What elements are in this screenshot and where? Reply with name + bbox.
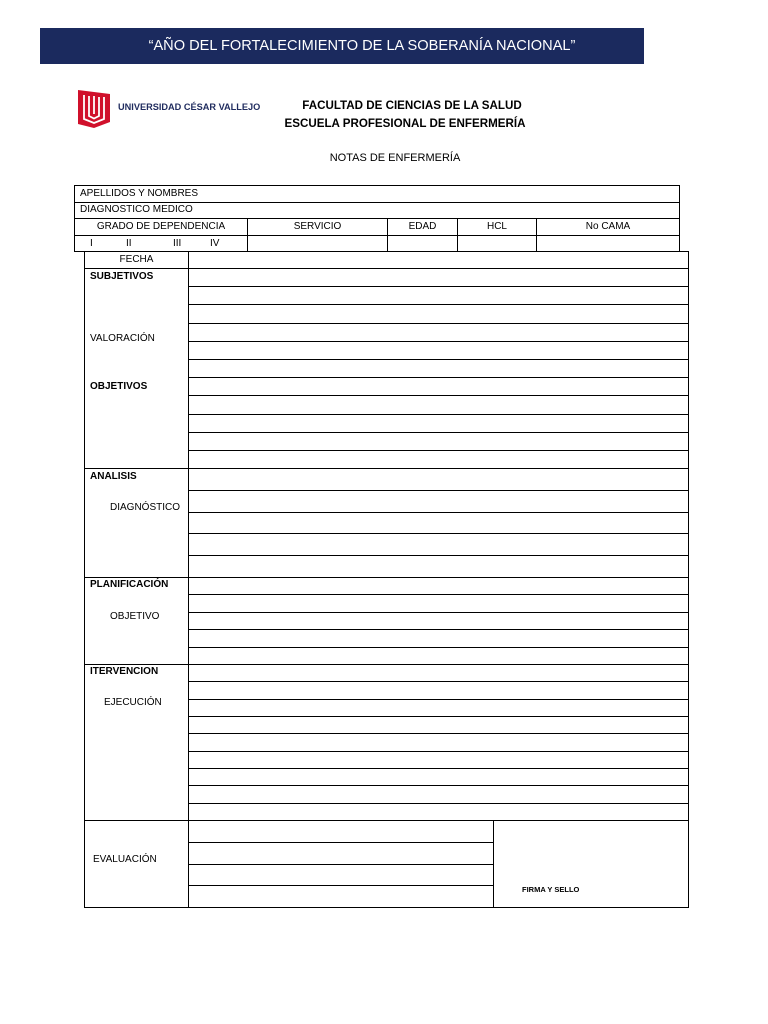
valoracion-entries [189, 269, 688, 468]
valoracion-section [85, 268, 688, 468]
evaluacion-section [85, 820, 688, 907]
diagnostico-entries [189, 469, 688, 577]
service-value-cell [247, 236, 387, 252]
evaluacion-label-cell [85, 821, 189, 907]
entry-line [189, 629, 688, 646]
entry-line [189, 699, 688, 716]
ejecucion-entries [189, 665, 688, 820]
entry-line [189, 323, 688, 341]
patient-name-row [75, 186, 679, 202]
objetivo-label: OBJETIVO [110, 611, 160, 622]
patient-header-row [75, 218, 679, 235]
valoracion-label: VALORACIÓN [90, 333, 155, 344]
age-header: EDAD [387, 219, 457, 235]
entry-line [189, 733, 688, 750]
service-header: SERVICIO [247, 219, 387, 235]
school-heading: ESCUELA PROFESIONAL DE ENFERMERÍA [284, 117, 526, 130]
entry-line [189, 512, 688, 534]
entry-line [189, 612, 688, 629]
subjective-label: SUBJETIVOS [90, 271, 154, 282]
entry-line [189, 647, 688, 664]
patient-info-table [74, 185, 680, 252]
entry-line [189, 716, 688, 733]
entry-line [189, 432, 688, 450]
entry-line [189, 785, 688, 802]
planificacion-label-cell [85, 578, 189, 664]
entry-line [189, 885, 493, 907]
patient-name-cell [75, 186, 679, 202]
entry-line [189, 842, 493, 864]
dependency-level: II [126, 237, 132, 249]
diagnostico-label-cell [85, 469, 189, 577]
entry-line [189, 469, 688, 490]
analysis-label: ANALISIS [90, 471, 137, 482]
patient-values-row [75, 235, 679, 252]
entry-line [189, 395, 688, 413]
planificacion-section [85, 577, 688, 664]
patient-name-label: APELLIDOS Y NOMBRES [80, 187, 199, 199]
diagnosis-row [75, 202, 679, 219]
university-name: UNIVERSIDAD CÉSAR VALLEJO [118, 102, 261, 112]
objective-label: OBJETIVOS [90, 381, 148, 392]
valoracion-label-cell [85, 269, 189, 468]
ejecucion-label: EJECUCIÓN [104, 697, 162, 708]
banner-text: “AÑO DEL FORTALECIMIENTO DE LA SOBERANÍA NACIONAL” [148, 38, 576, 54]
evaluacion-body [189, 821, 688, 907]
diagnostico-label: DIAGNÓSTICO [110, 502, 181, 513]
entry-line [189, 751, 688, 768]
planificacion-entries [189, 578, 688, 664]
date-label: FECHA [119, 254, 154, 265]
entry-line [189, 286, 688, 304]
diagnosis-cell [75, 203, 679, 219]
entry-line [189, 377, 688, 395]
entry-line [189, 555, 688, 577]
ucv-logo-icon [78, 88, 110, 128]
entry-line [189, 533, 688, 555]
dependency-header: GRADO DE DEPENDENCIA [96, 220, 226, 232]
entry-line [189, 665, 688, 681]
entry-line [189, 490, 688, 512]
title-banner [40, 28, 644, 64]
ejecucion-section [85, 664, 688, 820]
faculty-heading: FACULTAD DE CIENCIAS DE LA SALUD [302, 99, 522, 112]
entry-line [189, 578, 688, 594]
ejecucion-label-cell [85, 665, 189, 820]
signature-box [494, 821, 688, 907]
entry-line [189, 450, 688, 468]
entry-line [189, 304, 688, 322]
diagnosis-label: DIAGNOSTICO MEDICO [80, 204, 193, 216]
intervention-label: ITERVENCION [90, 666, 159, 677]
dependency-level: III [173, 237, 182, 249]
planning-label: PLANIFICACIÓN [90, 579, 169, 590]
entry-line [189, 864, 493, 886]
entry-line [189, 768, 688, 785]
entry-line [189, 359, 688, 377]
date-entry [189, 252, 688, 268]
page-title: NOTAS DE ENFERMERÍA [329, 152, 461, 164]
evaluacion-entries [189, 821, 494, 907]
bed-number-value-cell [536, 236, 679, 252]
entry-line [189, 252, 688, 268]
entry-line [189, 681, 688, 698]
date-label-cell [85, 252, 189, 268]
entry-line [189, 414, 688, 432]
dependency-levels-cell [75, 236, 247, 252]
diagnostico-section [85, 468, 688, 577]
entry-line [189, 341, 688, 359]
entry-line [189, 594, 688, 611]
signature-label: FIRMA Y SELLO [522, 885, 580, 894]
entry-line [189, 269, 688, 286]
dependency-level: IV [210, 237, 220, 249]
bed-number-header: No CAMA [536, 219, 679, 235]
clinical-record-value-cell [457, 236, 536, 252]
entry-line [189, 803, 688, 820]
nursing-notes-table [84, 251, 689, 908]
date-row [85, 252, 688, 268]
age-value-cell [387, 236, 457, 252]
dependency-level: I [90, 237, 93, 249]
entry-line [189, 821, 493, 842]
evaluacion-label: EVALUACIÓN [93, 854, 157, 865]
clinical-record-header: HCL [457, 219, 536, 235]
